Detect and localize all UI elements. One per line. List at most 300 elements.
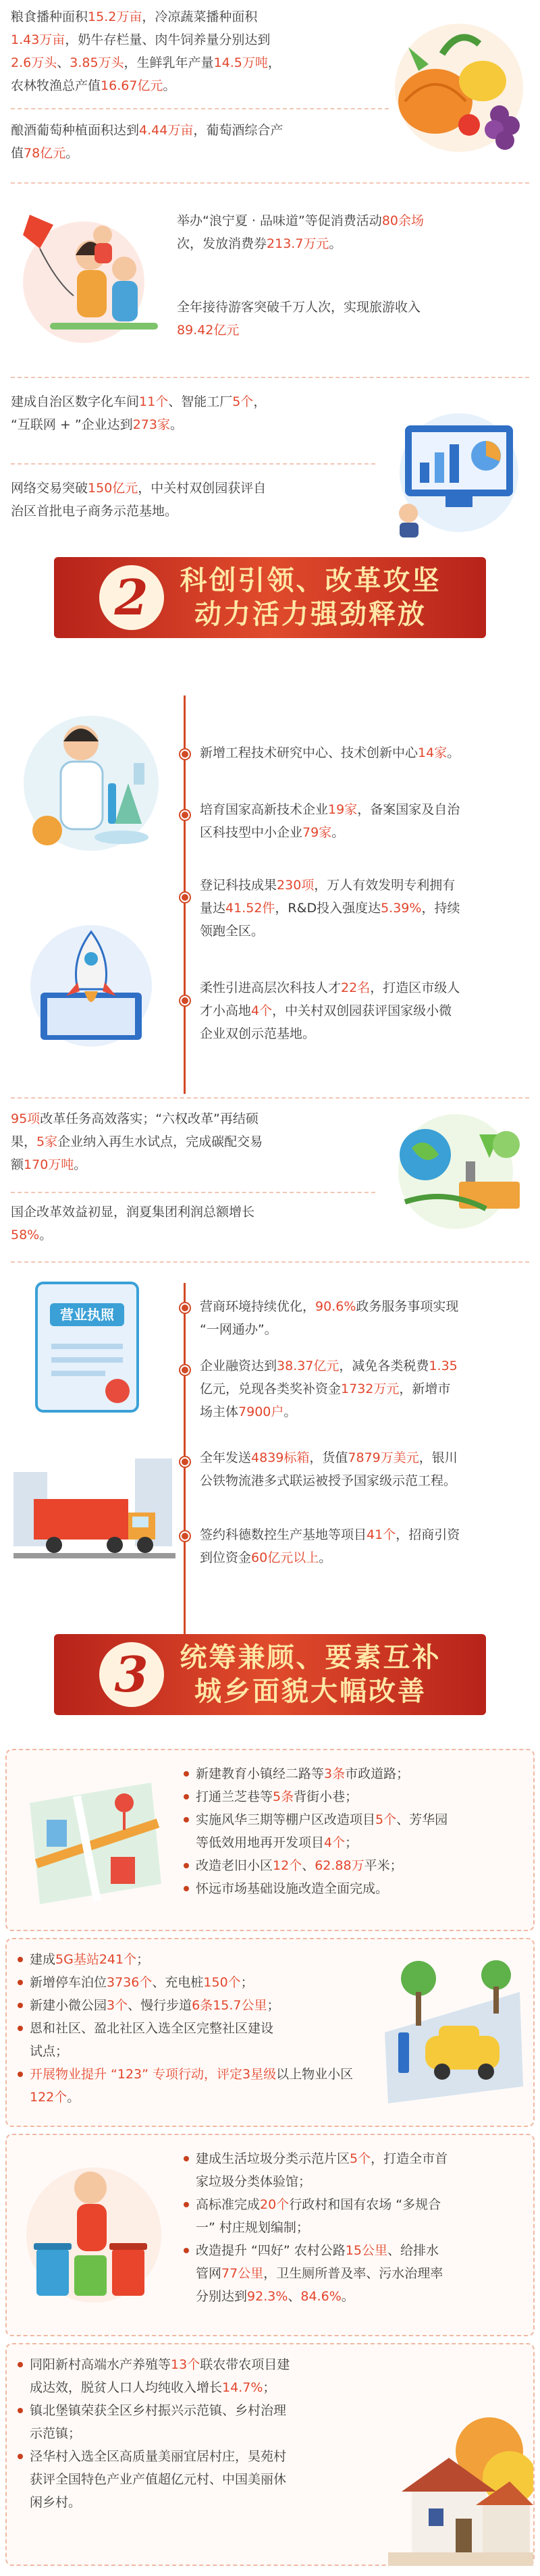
text-segment: 。: [67, 2090, 80, 2105]
text-line: [30, 2445, 382, 2468]
bullet-item: [184, 2193, 528, 2239]
text-line: [11, 1201, 375, 1224]
text-segment: 泾华村入选全区高质量美丽宜居村庄，昊苑村: [30, 2449, 287, 2464]
text-line: [30, 1994, 369, 2017]
text-segment: 平米；: [364, 1858, 403, 1873]
section-number: 2: [99, 565, 164, 630]
text-line: [30, 1971, 369, 1994]
text-line: [196, 1762, 528, 1785]
text-segment: 。: [329, 236, 342, 251]
bullet-item: [18, 2063, 369, 2109]
text-segment: 才小高地: [200, 1003, 252, 1018]
bullet-dot: [184, 1771, 189, 1777]
text-segment: 、充电桩: [152, 1975, 204, 1990]
text-segment: 全年发送: [200, 1450, 252, 1465]
text-line: [200, 1355, 531, 1377]
stat-value: 5G基站241个: [55, 1952, 137, 1967]
text-line: [196, 1831, 528, 1854]
soe-paragraph: [11, 1201, 375, 1246]
section-banner-2: [54, 557, 486, 638]
text-line: [30, 1948, 369, 1971]
text-segment: ；: [240, 1975, 254, 1990]
text-line: [196, 2239, 528, 2262]
stat-value: 4个: [251, 1003, 273, 1018]
text-segment: 全年接待游客突破千万人次，实现旅游收入: [177, 300, 421, 315]
stat-value: 4839标箱: [251, 1450, 310, 1465]
tourism-paragraph: [177, 296, 528, 342]
grape-paragraph: [11, 119, 529, 165]
stat-value: 22名: [341, 980, 371, 995]
text-segment: 市政道路；: [345, 1766, 410, 1781]
text-line: [196, 2262, 528, 2285]
text-line: [11, 1107, 375, 1130]
bullet-dot: [18, 2026, 23, 2031]
text-line: [200, 741, 531, 764]
text-line: [11, 390, 375, 413]
text-segment: ，打造全市首: [371, 2151, 448, 2166]
text-segment: 同阳新村高端水产养殖等: [30, 2357, 171, 2372]
text-line: [200, 1295, 531, 1318]
text-segment: 。: [331, 825, 345, 840]
text-line: [196, 2193, 528, 2216]
text-line: [200, 821, 531, 844]
text-segment: 登记科技成果: [200, 878, 277, 893]
text-segment: 恩和社区、盈北社区入选全区完整社区建设: [30, 2021, 274, 2036]
text-segment: 新增停车泊位: [30, 1975, 107, 1990]
logistics-truck-illustration: [14, 1452, 176, 1573]
stat-value: 89.42亿元: [177, 323, 240, 338]
text-line: [200, 1446, 531, 1469]
bullet-dot: [18, 1957, 23, 1962]
text-segment: 额: [11, 1157, 24, 1172]
stat-value: 6条: [192, 1998, 213, 2013]
text-segment: ，新增市: [399, 1382, 451, 1396]
text-segment: 联农带农项目建: [200, 2357, 290, 2372]
text-segment: 培育国家高新技术企业: [200, 802, 329, 817]
stat-value: 16.67亿元: [101, 78, 163, 93]
text-line: [196, 1877, 528, 1900]
text-segment: “一网通办”。: [200, 1322, 277, 1337]
stat-value: 14.5万吨: [213, 55, 268, 70]
stat-value: 3条: [324, 1766, 346, 1781]
text-segment: 。: [163, 78, 176, 93]
text-line: [196, 2216, 528, 2239]
timeline-dot: [180, 750, 190, 759]
text-segment: 国企改革效益初显，润夏集团利润总额增长: [11, 1205, 255, 1219]
text-segment: ，减免各类税费: [339, 1359, 429, 1373]
stat-value: 12个: [273, 1858, 302, 1873]
text-segment: 获评全国特色产业产值超亿元村、中国美丽休: [30, 2472, 287, 2487]
text-segment: 场主体: [200, 1404, 239, 1419]
text-segment: ，万人有效发明专利拥有: [314, 878, 456, 893]
text-segment: 分别达到: [196, 2289, 248, 2304]
stat-value: 7879万美元: [348, 1450, 419, 1465]
stat-value: 41.52件: [225, 901, 275, 916]
stat-value: 1.43万亩: [11, 32, 65, 47]
bullet-item: [18, 2353, 382, 2399]
text-segment: 。: [447, 745, 460, 760]
timeline-dot: [180, 1303, 190, 1313]
stat-value: 5个: [232, 394, 254, 409]
text-line: [30, 2040, 369, 2063]
stat-value: 77公里: [221, 2266, 264, 2281]
text-line: [196, 2170, 528, 2193]
text-line: [30, 2491, 382, 2514]
text-segment: ；: [267, 1998, 280, 2013]
text-segment: 成达效，脱贫人口人均纯收入增长: [30, 2380, 223, 2395]
text-segment: 签约科德数控生产基地等项目: [200, 1527, 367, 1542]
text-segment: 家垃圾分类体验馆；: [196, 2174, 312, 2189]
bullet-item: [18, 1971, 369, 1994]
text-line: [11, 477, 375, 500]
bullet-item: [184, 1854, 528, 1877]
bullet-item: [18, 2399, 382, 2445]
ev-charging-illustration: [378, 1951, 530, 2107]
text-line: [200, 1546, 531, 1569]
text-line: [200, 874, 531, 897]
stat-value: 92.3%: [247, 2289, 288, 2304]
stat-value: 7900户: [238, 1404, 284, 1419]
text-line: [200, 1022, 531, 1045]
text-segment: ，: [253, 394, 267, 409]
banner-title-line1: 统筹兼顾、要素互补: [180, 1642, 441, 1673]
family-kite-illustration: [9, 194, 165, 350]
text-line: [200, 999, 531, 1022]
text-segment: 企业双创示范基地。: [200, 1026, 316, 1041]
text-line: [30, 2017, 369, 2040]
text-line: [200, 920, 531, 943]
stat-value: 20个: [260, 2197, 290, 2212]
stat-value: 58%: [11, 1228, 40, 1242]
stat-value: 80余场: [381, 213, 424, 228]
text-segment: 农林牧渔总产值: [11, 78, 101, 93]
tech-item-2: [200, 798, 531, 844]
bullet-item: [184, 1762, 528, 1785]
text-segment: ，卫生厕所普及率、污水治理率: [263, 2266, 443, 2281]
text-line: [200, 798, 531, 821]
text-line: [177, 296, 528, 319]
bullet-item: [184, 2147, 528, 2193]
stat-value: 14.7%: [222, 2380, 263, 2395]
bullet-item: [18, 2445, 382, 2514]
stat-value: 84.6%: [300, 2289, 342, 2304]
stat-value: 95项: [11, 1111, 40, 1126]
text-line: [200, 1400, 531, 1423]
text-segment: ；: [345, 1835, 358, 1850]
text-segment: 粮食播种面积: [11, 9, 88, 24]
text-segment: 。: [169, 417, 183, 432]
stat-value: 230项: [277, 878, 315, 893]
text-segment: 值: [11, 146, 24, 161]
text-line: [200, 1469, 531, 1492]
divider: [11, 1097, 529, 1099]
text-segment: 实施风华三期等棚户区改造项目: [196, 1812, 376, 1827]
text-segment: 。: [65, 146, 79, 161]
stat-value: 62.88万: [315, 1858, 364, 1873]
stat-value: 3个: [107, 1998, 128, 2013]
stat-value: 5条: [273, 1789, 294, 1804]
text-segment: ，葡萄酒综合产: [193, 123, 284, 138]
text-line: [11, 142, 529, 165]
section-banner-3: [54, 1634, 486, 1715]
scientist-lab-illustration: [14, 682, 169, 878]
bullet-item: [18, 1948, 369, 1971]
stat-value: 14家: [418, 745, 448, 760]
bullet-dot: [184, 1863, 189, 1868]
stat-value: 41个: [367, 1527, 396, 1542]
text-segment: 闲乡村。: [30, 2495, 82, 2510]
text-segment: 、给排水: [387, 2243, 439, 2258]
text-segment: 新增工程技术研究中心、技术创新中心: [200, 745, 418, 760]
stat-value: 38.37亿元: [277, 1359, 340, 1373]
bullet-item: [18, 2017, 369, 2063]
banner-title-line1: 科创引领、改革攻坚: [180, 565, 441, 596]
stat-value: 273家: [132, 417, 170, 432]
text-segment: 、智能工厂: [168, 394, 233, 409]
text-line: [11, 413, 375, 436]
stat-value: 2.6万头: [11, 55, 57, 70]
text-line: [30, 2063, 369, 2109]
text-segment: ，奶牛存栏量、肉牛饲养量分别达到: [65, 32, 271, 47]
text-segment: 企业纳入再生水试点，完成碳配交易: [57, 1134, 263, 1149]
timeline-dot: [180, 1365, 190, 1375]
stat-value: 5个: [350, 2151, 371, 2166]
text-segment: 企业融资达到: [200, 1359, 277, 1373]
tech-item-1: [200, 741, 531, 764]
consumption-paragraph: [177, 209, 528, 255]
text-line: [200, 1318, 531, 1341]
tech-item-3: [200, 874, 531, 943]
text-segment: 区科技型中小企业: [200, 825, 303, 840]
timeline-dot: [180, 1457, 190, 1467]
stat-value: 78亿元: [24, 146, 66, 161]
bullet-dot: [184, 1886, 189, 1891]
text-segment: 。: [319, 1550, 332, 1565]
bullet-item: [184, 2239, 528, 2308]
stat-value: 150亿元: [88, 481, 138, 496]
text-line: [30, 2468, 382, 2491]
text-segment: 高标准完成: [196, 2197, 261, 2212]
bullet-item: [18, 1994, 369, 2017]
text-segment: 镇北堡镇荣获全区乡村振兴示范镇、乡村治理: [30, 2403, 287, 2418]
text-line: [200, 897, 531, 920]
divider: [11, 182, 529, 184]
text-line: [11, 500, 375, 523]
stat-value: 15.2万亩: [88, 9, 142, 24]
text-segment: 营商环境持续优化，: [200, 1299, 316, 1314]
text-segment: ，冷凉蔬菜播种面积: [142, 9, 258, 24]
text-line: [196, 2147, 528, 2170]
timeline-dot: [180, 810, 190, 820]
text-segment: ，中关村双创园获评自: [138, 481, 267, 496]
tech-item-4: [200, 976, 531, 1045]
text-segment: 量达: [200, 901, 226, 916]
text-segment: 打通兰芝巷等: [196, 1789, 273, 1804]
text-segment: 新建小微公园: [30, 1998, 107, 2013]
stat-value: 5个: [375, 1812, 397, 1827]
text-segment: 、慢行步道: [128, 1998, 192, 2013]
text-line: [177, 209, 528, 232]
text-segment: ，: [267, 55, 281, 70]
stat-value: 4.44万亩: [139, 123, 194, 138]
business-item-4: [200, 1523, 531, 1569]
text-segment: 建成生活垃圾分类示范片区: [196, 2151, 350, 2166]
text-segment: ，货值: [309, 1450, 348, 1465]
text-line: [30, 2399, 382, 2422]
text-segment: 政务服务事项实现: [356, 1299, 459, 1314]
text-segment: 改革任务高效落实；“六权改革”再结硕: [40, 1111, 259, 1126]
text-segment: 等低效用地再开发项目: [196, 1835, 325, 1850]
stat-value: 3736个: [107, 1975, 153, 1990]
text-segment: 。: [39, 1228, 53, 1242]
text-line: [196, 1854, 528, 1877]
infrastructure-list: [18, 1948, 369, 2109]
stat-value: 13个: [171, 2357, 200, 2372]
text-segment: 怀远市场基础设施改造全面完成。: [196, 1881, 389, 1896]
business-item-1: [200, 1295, 531, 1341]
text-segment: 。: [341, 2289, 354, 2304]
stat-value: 15公里: [345, 2243, 387, 2258]
text-line: [11, 1130, 375, 1153]
reform-paragraph: [11, 1107, 375, 1176]
digital-paragraph: [11, 390, 375, 436]
text-segment: ，招商引资: [396, 1527, 460, 1542]
stat-value: 60亿元以上: [251, 1550, 319, 1565]
divider: [11, 1192, 375, 1193]
text-segment: 、: [57, 55, 70, 70]
text-line: [200, 1377, 531, 1400]
text-line: [11, 119, 529, 142]
stat-value: 3星级: [242, 2067, 277, 2082]
text-segment: 网络交易突破: [11, 481, 88, 496]
stat-value: 213.7万元: [267, 236, 329, 251]
timeline-dot: [180, 893, 190, 902]
stat-value: 150个: [203, 1975, 241, 1990]
divider: [11, 1261, 529, 1263]
text-segment: ，持续: [421, 901, 460, 916]
text-line: [200, 1523, 531, 1546]
text-segment: 亿元: [200, 1382, 226, 1396]
text-line: [196, 1785, 528, 1808]
stat-value: 15.7公里: [213, 1998, 267, 2013]
urban-list: [184, 1762, 528, 1900]
text-line: [177, 319, 528, 342]
text-segment: 。: [74, 1157, 87, 1172]
license-label: 营业执照: [60, 1307, 114, 1323]
text-segment: ；: [263, 2380, 276, 2395]
stat-value: 90.6%: [315, 1299, 356, 1314]
divider: [11, 108, 389, 109]
banner-title-line2: 城乡面貌大幅改善: [194, 1676, 427, 1707]
text-segment: 行政村和国有农场 “多规合: [289, 2197, 441, 2212]
stat-value: 5.39%: [381, 901, 422, 916]
stat-value: 1732万元: [341, 1382, 400, 1396]
text-segment: ；: [136, 1952, 150, 1967]
text-line: [30, 2422, 382, 2445]
bullet-item: [184, 1877, 528, 1900]
text-segment: 到位资金: [200, 1550, 252, 1565]
text-segment: ，R&D投入强度达: [275, 901, 381, 916]
text-line: [177, 232, 528, 255]
bullet-dot: [18, 2408, 23, 2413]
text-line: [30, 2353, 382, 2376]
village-houses-illustration: [388, 2404, 533, 2566]
divider: [11, 377, 529, 378]
banner-title-line2: 动力活力强劲释放: [194, 599, 427, 630]
text-segment: 建成自治区数字化车间: [11, 394, 140, 409]
bullet-dot: [18, 2454, 23, 2459]
text-line: [11, 1153, 375, 1176]
text-segment: 柔性引进高层次科技人才: [200, 980, 342, 995]
bullet-item: [184, 1785, 528, 1808]
divider: [11, 463, 375, 465]
text-segment: “互联网 + ”企业达到: [11, 417, 133, 432]
stat-value: 19家: [328, 802, 358, 817]
text-segment: 举办“浪宁夏 · 品味道”等促消费活动: [177, 213, 382, 228]
text-segment: 次，发放消费券: [177, 236, 267, 251]
text-segment: 改造老旧小区: [196, 1858, 273, 1873]
text-segment: 酿酒葡萄种植面积达到: [11, 123, 140, 138]
text-segment: ，打造区市级人: [370, 980, 460, 995]
text-segment: ，中关村双创园获评国家级小微: [272, 1003, 452, 1018]
bullet-dot: [184, 2248, 189, 2253]
text-segment: 试点；: [30, 2044, 69, 2059]
stat-value: 79家: [302, 825, 332, 840]
stat-value: 1.35: [429, 1359, 458, 1373]
text-segment: 背街小巷；: [294, 1789, 358, 1804]
text-segment: 建成: [30, 1952, 56, 1967]
bullet-dot: [184, 1794, 189, 1799]
stat-value: 3.85万头: [70, 55, 124, 70]
bullet-dot: [184, 2202, 189, 2207]
text-segment: 示范镇；: [30, 2426, 82, 2441]
bullet-dot: [184, 1817, 189, 1822]
text-segment: ，银川: [418, 1450, 458, 1465]
garbage-sorting-illustration: [16, 2147, 171, 2323]
bullet-item: [184, 1808, 528, 1854]
text-segment: 、: [288, 2289, 301, 2304]
text-segment: 以上物业小区: [276, 2067, 354, 2082]
bullet-dot: [18, 2003, 23, 2008]
text-segment: 新建教育小镇经二路等: [196, 1766, 325, 1781]
stat-value: 122个: [30, 2090, 68, 2105]
text-line: [196, 1808, 528, 1831]
rural-list: [18, 2353, 382, 2514]
stat-value: 4个: [324, 1835, 346, 1850]
timeline-dot: [180, 1531, 190, 1541]
text-line: [196, 2285, 528, 2308]
stat-value: 11个: [139, 394, 169, 409]
text-segment: 治区首批电子商务示范基地。: [11, 504, 178, 519]
text-segment: 、芳华园: [396, 1812, 448, 1827]
text-segment: 果，: [11, 1134, 37, 1149]
text-segment: 一” 村庄规划编制；: [196, 2220, 309, 2235]
timeline-dot: [180, 996, 190, 1005]
green-energy-illustration: [378, 1107, 533, 1236]
text-segment: ，生鲜乳年产量: [124, 55, 214, 70]
business-item-2: [200, 1355, 531, 1423]
stat-value: 170万吨: [24, 1157, 74, 1172]
rocket-laptop-illustration: [14, 912, 169, 1060]
business-item-3: [200, 1446, 531, 1492]
computer-analytics-illustration: [378, 405, 533, 540]
bullet-dot: [18, 2362, 23, 2367]
text-segment: 改造提升 “四好” 农村公路: [196, 2243, 346, 2258]
text-segment: 、: [302, 1858, 315, 1873]
stat-value: 5家: [36, 1134, 58, 1149]
text-line: [30, 2376, 382, 2399]
text-segment: 。: [284, 1404, 297, 1419]
